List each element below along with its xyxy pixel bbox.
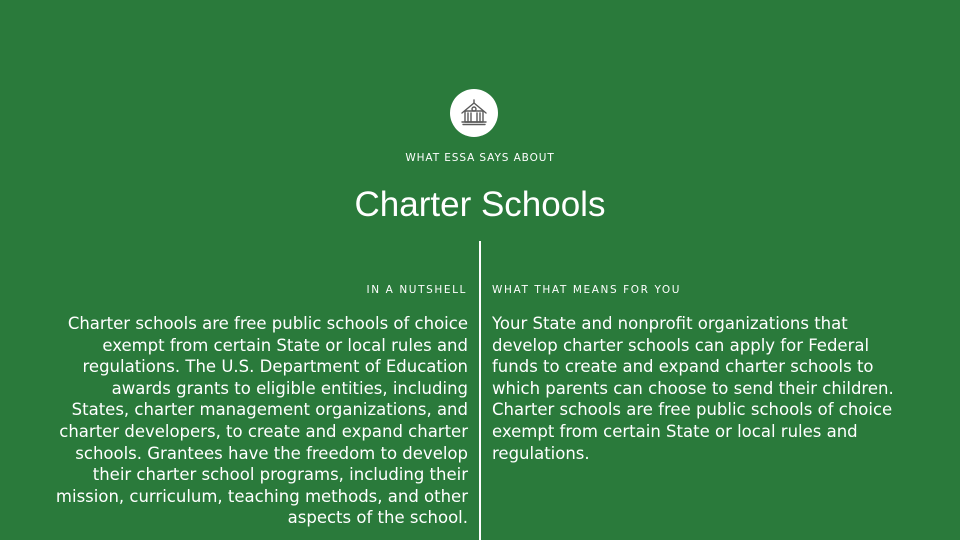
column-divider <box>479 241 481 540</box>
schoolhouse-icon-badge <box>450 89 498 137</box>
left-column-label: IN A NUTSHELL <box>366 284 467 296</box>
eyebrow-text: WHAT ESSA SAYS ABOUT <box>405 152 555 164</box>
right-column-body: Your State and nonprofit organizations that develop charter schools can apply for Federal funds to create and expand charter schools to which parents can choose to send their children. Charter schools are free public schools of choice exempt from certain State or local rules and regulations. <box>492 314 894 463</box>
right-column-label: WHAT THAT MEANS FOR YOU <box>492 284 682 296</box>
left-column-body: Charter schools are free public schools of choice exempt from certain State or local rules and regulations. The U.S. Department of Education awards grants to eligible entities, including States, charter management organizations, and charter developers, to create and expand charter schools. Grantees have the freedom to develop their charter school programs, including their mission, curriculum, teaching methods, and other aspects of the school. <box>55 314 468 528</box>
page-title: Charter Schools <box>354 185 606 224</box>
schoolhouse-icon <box>450 89 498 137</box>
